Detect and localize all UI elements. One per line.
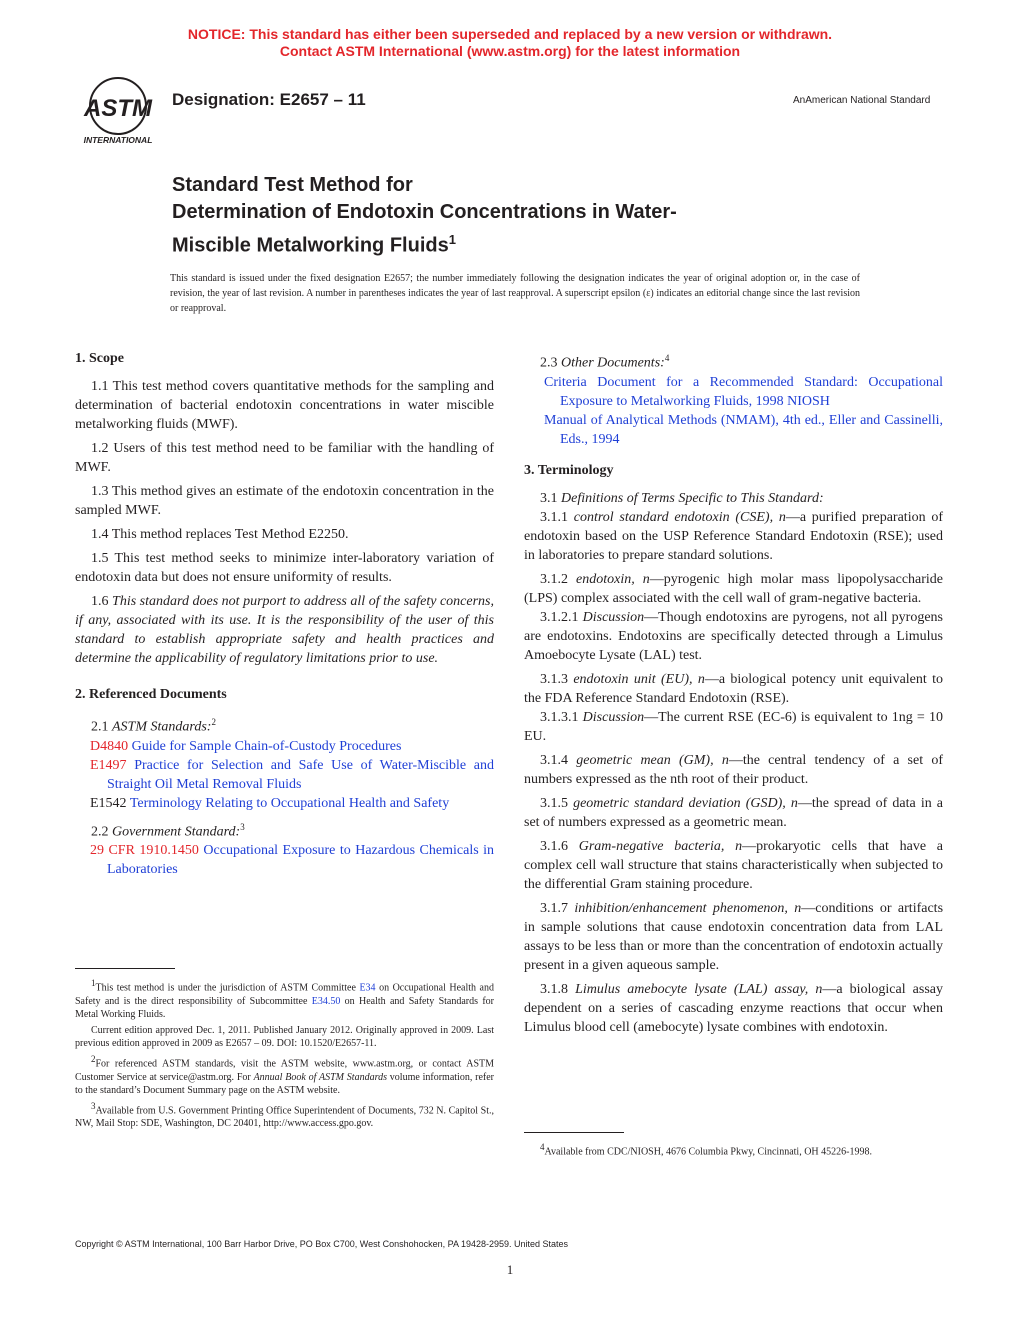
- para-1-2: 1.2 Users of this test method need to be familiar with the handling of MWF.: [75, 441, 494, 475]
- term-def: —Though endotoxins are pyrogens, not all pyrogens are endotoxins. Endotoxins are specifically detected through a Limulus Amoebocyte Lysate (LAL) test.: [524, 609, 943, 663]
- term-name: Limulus amebocyte lysate (LAL) assay, n: [575, 981, 823, 997]
- term-3-1-4: [524, 751, 943, 789]
- para-2-3: [524, 349, 943, 373]
- para-1-1: 1.1 This test method covers quantitative methods for the sampling and determination of bacterial endotoxin concentrations in water miscible metalworking fluids (MWF).: [75, 379, 494, 432]
- term-def: —pyrogenic high molar mass lipopolysaccharide (LPS) complex associated with the cell wall of gram-negative bacteria.: [524, 571, 944, 606]
- para-1-3: 1.3 This method gives an estimate of the endotoxin concentration in the sampled MWF.: [75, 484, 494, 518]
- term-name: Gram-negative bacteria, n: [578, 838, 743, 854]
- para-1-6-text: This standard does not purport to address all of the safety concerns, if any, associated with its use. It is the responsibility of the user of this standard to establish appropriate safety and health practices and determine the applicability of regulatory limitations prior to use.: [75, 594, 494, 666]
- footnote-1-text: on Health and Safety Standards for Metal Working Fluids.: [75, 995, 494, 1021]
- title-line-1: Standard Test Method for: [172, 174, 413, 196]
- para-2-2: [75, 818, 494, 842]
- notice-line-2: Contact ASTM International (www.astm.org) for the latest information: [279, 43, 741, 59]
- term-def: —a biological potency unit equivalent to the FDA Reference Standard Endotoxin (RSE).: [524, 671, 944, 706]
- footnote-rule-right: [524, 1132, 624, 1133]
- term-3-1-3: [524, 670, 943, 708]
- american-national-standard: AnAmerican National Standard: [793, 95, 931, 106]
- ref-title-link[interactable]: Terminology Relating to Occupational Health and Safety: [129, 795, 450, 811]
- term-def: —prokaryotic cells that have a complex cell wall structure that stains characteristically when subjected to the differential Gram staining procedure.: [524, 838, 943, 892]
- ref-item-e1497: [75, 756, 494, 794]
- other-documents-label: Other Documents:: [561, 355, 665, 371]
- term-def: —the central tendency of a set of numbers expressed as the nth root of their product.: [524, 752, 944, 787]
- term-def: —the spread of data in a set of numbers expressed as a geometric mean.: [524, 795, 944, 830]
- term-name: inhibition/enhancement phenomenon, n: [574, 900, 802, 916]
- section-1-heading: 1. Scope: [75, 351, 124, 366]
- footnote-1-marker: 1: [91, 978, 96, 988]
- other-doc-criteria[interactable]: Criteria Document for a Recommended Standard: Occupational Exposure to Metalworking Fluids, 1998 NIOSH: [544, 374, 943, 409]
- other-doc-nmam[interactable]: Manual of Analytical Methods (NMAM), 4th ed., Eller and Cassinelli, Eds., 1994: [544, 412, 943, 447]
- footnote-ref-2[interactable]: 2: [211, 717, 216, 727]
- logo-subtext: INTERNATIONAL: [83, 135, 153, 145]
- right-footnotes: [524, 1141, 943, 1161]
- astm-logo: [72, 76, 164, 146]
- page-number: 1: [506, 1262, 514, 1277]
- term-3-1-8: [524, 980, 943, 1037]
- left-footnotes: [75, 977, 494, 1133]
- term-num: 3.1.6: [540, 838, 579, 854]
- footnote-3-marker: 3: [91, 1100, 96, 1111]
- astm-standards-label: ASTM Standards:: [112, 719, 212, 735]
- para-1-6-num: 1.6: [91, 594, 113, 609]
- footnote-4-marker: 4: [540, 1142, 545, 1152]
- term-def: —a purified preparation of endotoxin based on the USP Reference Standard Endotoxin (RSE); used in laboratories to prepare standard solutions.: [524, 509, 943, 563]
- ref-title-link[interactable]: Occupational Exposure to Hazardous Chemicals in Laboratories: [107, 843, 495, 878]
- copyright-line: Copyright © ASTM International, 100 Barr Harbor Drive, PO Box C700, West Conshohocken, PA 19428-2959. United States: [75, 1239, 569, 1249]
- term-3-1-7: [524, 899, 943, 975]
- footnote-3: [75, 1100, 494, 1131]
- designation: Designation: E2657 – 11: [172, 90, 366, 109]
- term-name: geometric mean (GM), n: [576, 752, 729, 768]
- term-num: 3.1.1: [540, 509, 574, 525]
- para-2-1: [75, 713, 494, 737]
- term-3-1-6: [524, 837, 943, 894]
- term-3-1-3-1: [524, 708, 943, 746]
- footnote-1: [75, 977, 494, 1022]
- footnote-1-text: This test method is under the jurisdiction of ASTM Committee: [95, 982, 360, 994]
- ref-code-link[interactable]: D4840: [90, 738, 129, 754]
- title-line-2: Determination of Endotoxin Concentrations in Water-: [172, 201, 677, 223]
- ref-item-e1542: [75, 794, 494, 813]
- section-2-heading: 2. Referenced Documents: [75, 687, 227, 702]
- ref-title-link[interactable]: Practice for Selection and Safe Use of Water-Miscible and Straight Oil Metal Removal Fluids: [107, 757, 495, 792]
- term-num: 3.1.7: [540, 900, 575, 916]
- para-3-1-num: 3.1: [540, 490, 561, 506]
- para-2-2-num: 2.2: [91, 824, 112, 840]
- notice-line-1: NOTICE: This standard has either been superseded and replaced by a new version or withdrawn.: [187, 26, 833, 42]
- term-def: —a biological assay dependent on a series of cascading enzyme reactions that occur when Limulus blood cell (amebocyte) lysate combines with endotoxin.: [524, 981, 944, 1035]
- term-name: Discussion: [582, 709, 645, 725]
- para-2-1-num: 2.1: [91, 719, 112, 735]
- term-def: —conditions or artifacts in sample solutions that cause endotoxin concentration data from LAL assays to be less than or more than the concentration of endotoxin actually present in a given aqueous sample.: [524, 900, 944, 973]
- footnote-2-text: For referenced ASTM standards, visit the ASTM website, www.astm.org, or contact ASTM Customer Service at service@astm.org. For: [75, 1058, 494, 1083]
- ref-item-d4840: [75, 737, 494, 756]
- footnote-2: [75, 1053, 494, 1098]
- term-num: 3.1.5: [540, 795, 574, 811]
- footnote-1-edition: Current edition approved Dec. 1, 2011. Published January 2012. Originally approved in 2009. Last previous edition approved in 2009 as E2657 – 09. DOI: 10.1520/E2657-11.: [75, 1024, 494, 1050]
- subcommittee-link[interactable]: E34.50: [311, 995, 341, 1007]
- footnote-3-text: Available from U.S. Government Printing Office Superintendent of Documents, 732 N. Capitol St., NW, Mail Stop: SDE, Washington, DC 20401, http://www.access.gpo.gov.: [75, 1104, 494, 1130]
- title-line-3: Miscible Metalworking Fluids: [172, 234, 449, 257]
- left-column: [75, 349, 494, 884]
- para-3-1: [524, 489, 943, 508]
- footnote-rule: [75, 968, 175, 969]
- term-3-1-5: [524, 794, 943, 832]
- term-num: 3.1.3.1: [540, 709, 583, 725]
- footnote-ref-4[interactable]: 4: [664, 353, 670, 363]
- footnote-2-text: volume information, refer to the standard’s Document Summary page on the ASTM website.: [75, 1071, 494, 1097]
- para-1-4: 1.4 This method replaces Test Method E2250.: [91, 527, 349, 542]
- ref-code: E1542: [90, 795, 127, 811]
- title-footnote-ref[interactable]: 1: [448, 232, 456, 247]
- term-num: 3.1.2.1: [540, 609, 583, 625]
- footnote-ref-3[interactable]: 3: [240, 821, 245, 832]
- document-title: [172, 172, 852, 260]
- term-num: 3.1.8: [540, 981, 576, 997]
- term-num: 3.1.3: [540, 671, 574, 687]
- footnote-1-text: on Occupational Health and Safety and is the direct responsibility of Subcommittee: [75, 982, 494, 1007]
- logo-text: ASTM: [84, 95, 152, 122]
- definitions-label: Definitions of Terms Specific to This Standard:: [561, 490, 824, 506]
- term-3-1-1: [524, 508, 943, 565]
- footnote-2-italic: Annual Book of ASTM Standards: [253, 1071, 387, 1083]
- footnote-4-text: Available from CDC/NIOSH, 4676 Columbia Pkwy, Cincinnati, OH 45226-1998.: [544, 1146, 872, 1158]
- footnote-2-marker: 2: [91, 1053, 96, 1064]
- term-3-1-2: [524, 570, 943, 608]
- issuance-note: This standard is issued under the fixed designation E2657; the number immediately following the designation indicates the year of original adoption or, in the case of revision, the year of last revision. A number in parentheses indicates the year of last reapproval. A superscript epsilon (ε) indicates an editorial change since the last revision or reapproval.: [170, 273, 860, 314]
- ref-code-link[interactable]: E1497: [90, 757, 127, 773]
- term-def: —The current RSE (EC-6) is equivalent to 1ng = 10 EU.: [524, 709, 943, 744]
- term-name: control standard endotoxin (CSE), n: [573, 509, 786, 525]
- ref-title-link[interactable]: Guide for Sample Chain-of-Custody Procedures: [131, 738, 402, 754]
- ref-code-link[interactable]: 29 CFR 1910.1450: [90, 843, 199, 859]
- government-standard-label: Government Standard:: [112, 824, 241, 840]
- term-name: endotoxin, n: [576, 571, 650, 587]
- footnote-4: [524, 1141, 943, 1159]
- ref-item-29cfr: [75, 841, 494, 879]
- withdrawal-notice: [0, 26, 1020, 60]
- right-column: [524, 349, 943, 1042]
- para-1-5: 1.5 This test method seeks to minimize inter-laboratory variation of endotoxin data but does not ensure uniformity of results.: [75, 551, 494, 585]
- term-num: 3.1.2: [540, 571, 577, 587]
- section-3-heading: 3. Terminology: [524, 462, 614, 478]
- term-name: endotoxin unit (EU), n: [573, 671, 705, 687]
- term-name: Discussion: [582, 609, 645, 625]
- term-num: 3.1.4: [540, 752, 577, 768]
- term-name: geometric standard deviation (GSD), n: [573, 795, 798, 811]
- para-1-6: [75, 592, 494, 668]
- para-2-3-num: 2.3: [540, 355, 561, 371]
- committee-link[interactable]: E34: [359, 982, 376, 994]
- term-3-1-2-1: [524, 608, 943, 665]
